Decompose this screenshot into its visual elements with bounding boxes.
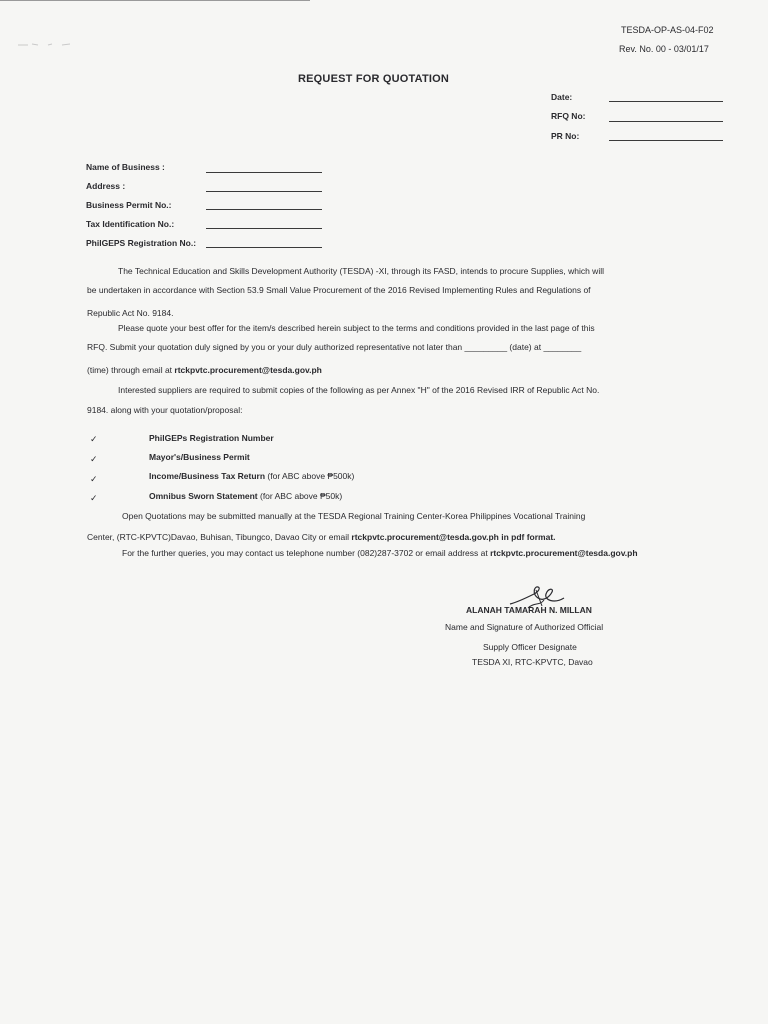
address-field[interactable] (206, 191, 322, 192)
revision-number: Rev. No. 00 - 03/01/17 (619, 44, 709, 54)
rfq-no-label: RFQ No: (551, 111, 586, 121)
scan-smudge (18, 43, 70, 47)
requirement-item (149, 452, 250, 462)
intro-line-3: Republic Act No. 9184. (87, 308, 174, 318)
signatory-office: TESDA XI, RTC-KPVTC, Davao (472, 657, 593, 667)
business-name-label: Name of Business : (86, 162, 165, 172)
scan-edge-line (0, 0, 310, 1)
date-field[interactable] (609, 101, 723, 102)
submission-line-2-text: Center, (RTC-KPVTC)Davao, Buhisan, Tibungco, Davao City or email (87, 532, 352, 542)
requirement-item (149, 471, 354, 481)
check-icon: ✓ (90, 434, 98, 444)
submission-email-link[interactable]: rtckpvtc.procurement@tesda.gov.ph in pdf format. (351, 532, 556, 542)
check-icon: ✓ (90, 493, 98, 503)
requirement-name: Income/Business Tax Return (149, 471, 266, 481)
address-label: Address : (86, 181, 126, 191)
requirement-name: Mayor's/Business Permit (149, 452, 250, 462)
document-code: TESDA-OP-AS-04-F02 (621, 25, 714, 35)
requirement-name: PhilGEPs Registration Number (149, 433, 274, 443)
requirement-item (149, 491, 342, 501)
requirement-item (149, 433, 274, 443)
intro-line-2: be undertaken in accordance with Section 53.9 Small Value Procurement of the 2016 Revised Implementing Rules and Regulations of (87, 285, 591, 295)
tin-field[interactable] (206, 228, 322, 229)
instructions-line-3-text: (time) through email at (87, 365, 175, 375)
page-title: REQUEST FOR QUOTATION (298, 73, 450, 85)
pr-no-field[interactable] (609, 140, 723, 141)
business-permit-field[interactable] (206, 209, 322, 210)
submission-line-2 (87, 533, 556, 542)
signatory-name: ALANAH TAMARAH N. MILLAN (466, 605, 592, 615)
requirements-intro-line-2: 9184. along with your quotation/proposal: (87, 405, 243, 415)
submission-email-link[interactable]: rtckpvtc.procurement@tesda.gov.ph (174, 365, 322, 375)
business-permit-label: Business Permit No.: (86, 200, 172, 210)
intro-line-1: The Technical Education and Skills Development Authority (TESDA) -XI, through its FASD, intends to procure Supplies, which will (118, 266, 604, 276)
requirement-name: Omnibus Sworn Statement (149, 491, 258, 501)
instructions-line-1: Please quote your best offer for the item/s described herein subject to the terms and conditions provided in the last page of this (118, 323, 595, 333)
instructions-line-3 (87, 366, 322, 375)
philgeps-label: PhilGEPS Registration No.: (86, 238, 197, 248)
signatory-caption: Name and Signature of Authorized Official (445, 622, 604, 632)
submission-line-1: Open Quotations may be submitted manually at the TESDA Regional Training Center-Korea Philippines Vocational Training (122, 511, 586, 521)
contact-line (122, 549, 638, 558)
check-icon: ✓ (90, 474, 98, 484)
business-name-field[interactable] (206, 172, 322, 173)
requirement-note: (for ABC above ₱50k) (257, 491, 343, 501)
signatory-role: Supply Officer Designate (483, 642, 577, 652)
requirements-intro-line-1: Interested suppliers are required to submit copies of the following as per Annex "H" of the 2016 Revised IRR of Republic Act No. (118, 385, 600, 395)
date-label: Date: (551, 92, 573, 102)
philgeps-field[interactable] (206, 247, 322, 248)
tin-label: Tax Identification No.: (86, 219, 175, 229)
rfq-no-field[interactable] (609, 121, 723, 122)
instructions-line-2: RFQ. Submit your quotation duly signed by you or your duly authorized representative not later than _________ (date) at ________ (87, 342, 582, 352)
contact-email-link[interactable]: rtckpvtc.procurement@tesda.gov.ph (490, 548, 638, 558)
check-icon: ✓ (90, 454, 98, 464)
contact-line-text: For the further queries, you may contact us telephone number (082)287-3702 or email address at (122, 548, 491, 558)
requirement-note: (for ABC above ₱500k) (265, 471, 355, 481)
pr-no-label: PR No: (551, 131, 580, 141)
